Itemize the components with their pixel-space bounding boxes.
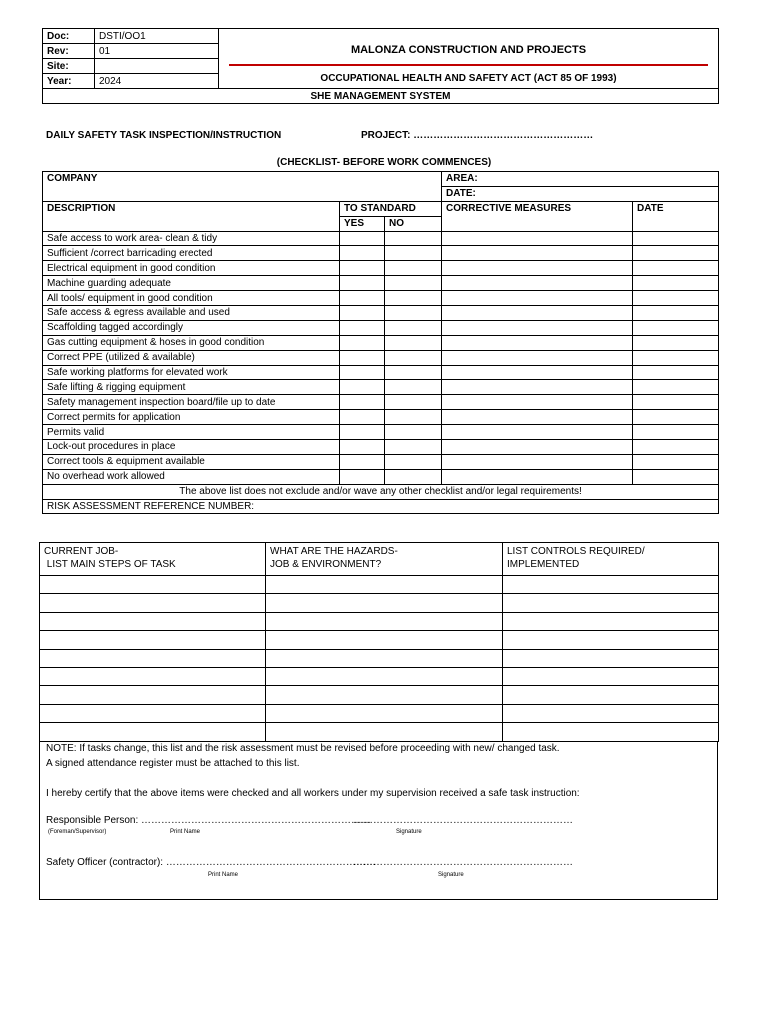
steps-header [40, 543, 266, 576]
hazard-cell[interactable] [266, 667, 503, 685]
task-step-cell[interactable] [40, 704, 266, 722]
controls-header: LIST CONTROLS REQUIRED/ IMPLEMENTED [503, 543, 719, 576]
no-cell[interactable] [385, 410, 442, 425]
checklist-item: Scaffolding tagged accordingly [43, 320, 340, 335]
safety-signature-field[interactable]: ………………………………………………………… [353, 857, 573, 868]
task-step-cell[interactable] [40, 631, 266, 649]
checklist-notice: The above list does not exclude and/or wave any other checklist and/or legal requirements! [43, 484, 719, 499]
checklist-item: Machine guarding adequate [43, 276, 340, 291]
system-title: SHE MANAGEMENT SYSTEM [43, 89, 719, 104]
doc-label: Doc: [43, 29, 95, 44]
checklist-row [43, 410, 719, 425]
task-step-cell[interactable] [40, 686, 266, 704]
task-row [40, 704, 719, 722]
yes-cell[interactable] [340, 320, 385, 335]
control-cell[interactable] [503, 667, 719, 685]
control-cell[interactable] [503, 594, 719, 612]
yes-cell[interactable] [340, 410, 385, 425]
no-cell[interactable] [385, 440, 442, 455]
task-step-cell[interactable] [40, 667, 266, 685]
note-tasks-change: NOTE: If tasks change, this list and the risk assessment must be revised before proceeding with new/ changed task. [46, 743, 560, 754]
company-field[interactable]: COMPANY [43, 172, 442, 202]
task-row [40, 723, 719, 741]
checklist-item: No overhead work allowed [43, 469, 340, 484]
checklist-item: Correct permits for application [43, 410, 340, 425]
date-cell[interactable] [633, 380, 719, 395]
company-cell [219, 29, 719, 59]
task-row [40, 686, 719, 704]
corrective-measures-cell[interactable] [442, 410, 633, 425]
control-cell[interactable] [503, 612, 719, 630]
no-cell[interactable] [385, 350, 442, 365]
date-cell[interactable] [633, 425, 719, 440]
act-cell [219, 59, 719, 89]
checklist-row [43, 306, 719, 321]
date-cell[interactable] [633, 410, 719, 425]
checklist-row [43, 335, 719, 350]
task-table [39, 542, 719, 742]
corrective-measures-cell[interactable] [442, 469, 633, 484]
checklist-row [43, 246, 719, 261]
no-cell[interactable] [385, 246, 442, 261]
checklist-item: Sufficient /correct barricading erected [43, 246, 340, 261]
hazard-cell[interactable] [266, 631, 503, 649]
control-cell[interactable] [503, 631, 719, 649]
date-cell[interactable] [633, 276, 719, 291]
checklist-item: Gas cutting equipment & hoses in good condition [43, 335, 340, 350]
year-label: Year: [43, 74, 95, 89]
certification-box [39, 742, 718, 900]
yes-cell[interactable] [340, 276, 385, 291]
act-title: OCCUPATIONAL HEALTH AND SAFETY ACT (ACT 85 OF 1993) [320, 73, 617, 85]
corrective-measures-cell[interactable] [442, 365, 633, 380]
risk-assessment-ref-field[interactable]: RISK ASSESSMENT REFERENCE NUMBER: [43, 499, 719, 514]
checklist-table [42, 171, 719, 514]
corrective-measures-cell[interactable] [442, 440, 633, 455]
task-step-cell[interactable] [40, 576, 266, 594]
control-cell[interactable] [503, 686, 719, 704]
checklist-row [43, 454, 719, 469]
yes-cell[interactable] [340, 246, 385, 261]
checklist-row [43, 440, 719, 455]
corrective-measures-cell[interactable] [442, 335, 633, 350]
checklist-row [43, 380, 719, 395]
date-cell[interactable] [633, 261, 719, 276]
no-cell[interactable] [385, 454, 442, 469]
date-cell[interactable] [633, 365, 719, 380]
no-cell[interactable] [385, 276, 442, 291]
no-cell[interactable] [385, 306, 442, 321]
yes-cell[interactable] [340, 425, 385, 440]
no-cell[interactable] [385, 425, 442, 440]
corrective-measures-cell[interactable] [442, 350, 633, 365]
form-title: DAILY SAFETY TASK INSPECTION/INSTRUCTION [46, 130, 282, 141]
no-header: NO [385, 216, 442, 231]
yes-cell[interactable] [340, 440, 385, 455]
date-header: DATE [633, 201, 719, 231]
safety-officer-field[interactable]: Safety Officer (contractor): ……………………………………………………… [46, 857, 376, 868]
checklist-row [43, 365, 719, 380]
hazard-cell[interactable] [266, 686, 503, 704]
checklist-item: Permits valid [43, 425, 340, 440]
date-cell[interactable] [633, 246, 719, 261]
corrective-measures-cell[interactable] [442, 231, 633, 246]
date-cell[interactable] [633, 291, 719, 306]
task-row [40, 667, 719, 685]
steps-header-line1: CURRENT JOB- [44, 546, 119, 557]
date-cell[interactable] [633, 350, 719, 365]
hazards-header-line1: WHAT ARE THE HAZARDS- [270, 546, 398, 557]
hazard-cell[interactable] [266, 723, 503, 741]
signature-caption-2: Signature [438, 872, 464, 878]
checklist-row [43, 395, 719, 410]
checklist-row [43, 350, 719, 365]
date-cell[interactable] [633, 395, 719, 410]
control-cell[interactable] [503, 704, 719, 722]
site-value [95, 59, 219, 74]
no-cell[interactable] [385, 365, 442, 380]
corrective-measures-cell[interactable] [442, 425, 633, 440]
task-step-cell[interactable] [40, 594, 266, 612]
date-cell[interactable] [633, 320, 719, 335]
corrective-measures-cell[interactable] [442, 306, 633, 321]
no-cell[interactable] [385, 395, 442, 410]
rev-label: Rev: [43, 44, 95, 59]
no-cell[interactable] [385, 469, 442, 484]
certify-statement: I hereby certify that the above items were checked and all workers under my supervision received a safe task instruction: [46, 788, 580, 799]
corrective-measures-cell[interactable] [442, 291, 633, 306]
task-row [40, 612, 719, 630]
hazard-cell[interactable] [266, 612, 503, 630]
corrective-measures-cell[interactable] [442, 246, 633, 261]
description-header: DESCRIPTION [43, 201, 340, 231]
checklist-item: All tools/ equipment in good condition [43, 291, 340, 306]
red-divider [229, 64, 708, 66]
task-row [40, 649, 719, 667]
yes-header: YES [340, 216, 385, 231]
checklist-row [43, 320, 719, 335]
yes-cell[interactable] [340, 291, 385, 306]
corrective-measures-cell[interactable] [442, 276, 633, 291]
company-name: MALONZA CONSTRUCTION AND PROJECTS [350, 43, 587, 56]
checklist-item: Safe working platforms for elevated work [43, 365, 340, 380]
print-name-caption-2: Print Name [208, 872, 239, 878]
no-cell[interactable] [385, 320, 442, 335]
doc-value: DSTI/OO1 [95, 29, 219, 44]
checklist-title: (CHECKLIST- BEFORE WORK COMMENCES) [276, 157, 492, 168]
steps-header-line2: LIST MAIN STEPS OF TASK [44, 559, 176, 570]
date-field[interactable]: DATE: [442, 186, 719, 201]
checklist-row [43, 425, 719, 440]
checklist-item: Correct tools & equipment available [43, 454, 340, 469]
no-cell[interactable] [385, 335, 442, 350]
task-row [40, 594, 719, 612]
no-cell[interactable] [385, 231, 442, 246]
foreman-caption: (Foreman/Supervisor) [48, 829, 107, 835]
checklist-item: Electrical equipment in good condition [43, 261, 340, 276]
corrective-measures-cell[interactable] [442, 454, 633, 469]
checklist-item: Safety management inspection board/file up to date [43, 395, 340, 410]
date-cell[interactable] [633, 335, 719, 350]
year-value: 2024 [95, 74, 219, 89]
checklist-row [43, 231, 719, 246]
checklist-row [43, 291, 719, 306]
corrective-measures-cell[interactable] [442, 261, 633, 276]
note-attendance: A signed attendance register must be attached to this list. [46, 758, 300, 769]
yes-cell[interactable] [340, 365, 385, 380]
task-step-cell[interactable] [40, 723, 266, 741]
corrective-measures-cell[interactable] [442, 380, 633, 395]
site-label: Site: [43, 59, 95, 74]
checklist-row [43, 469, 719, 484]
checklist-item: Correct PPE (utilized & available) [43, 350, 340, 365]
yes-cell[interactable] [340, 350, 385, 365]
yes-cell[interactable] [340, 380, 385, 395]
to-standard-header: TO STANDARD [340, 201, 442, 216]
corrective-measures-cell[interactable] [442, 395, 633, 410]
control-cell[interactable] [503, 649, 719, 667]
responsible-signature-field[interactable]: ………………………………………………………… [353, 815, 573, 826]
hazards-header [266, 543, 503, 576]
yes-cell[interactable] [340, 231, 385, 246]
yes-cell[interactable] [340, 469, 385, 484]
document-header [42, 28, 719, 104]
checklist-item: Lock-out procedures in place [43, 440, 340, 455]
yes-cell[interactable] [340, 306, 385, 321]
task-row [40, 631, 719, 649]
date-cell[interactable] [633, 469, 719, 484]
hazard-cell[interactable] [266, 594, 503, 612]
yes-cell[interactable] [340, 454, 385, 469]
corrective-measures-cell[interactable] [442, 320, 633, 335]
yes-cell[interactable] [340, 395, 385, 410]
date-cell[interactable] [633, 440, 719, 455]
project-field[interactable]: PROJECT: ……………………………………………… [361, 130, 594, 141]
no-cell[interactable] [385, 380, 442, 395]
corrective-header: CORRECTIVE MEASURES [442, 201, 633, 231]
yes-cell[interactable] [340, 261, 385, 276]
yes-cell[interactable] [340, 335, 385, 350]
task-step-cell[interactable] [40, 649, 266, 667]
hazards-header-line2: JOB & ENVIRONMENT? [270, 559, 382, 570]
signature-caption: Signature [396, 829, 422, 835]
area-field[interactable]: AREA: [442, 172, 719, 187]
hazard-cell[interactable] [266, 704, 503, 722]
control-cell[interactable] [503, 576, 719, 594]
no-cell[interactable] [385, 261, 442, 276]
checklist-row [43, 276, 719, 291]
date-cell[interactable] [633, 306, 719, 321]
print-name-caption: Print Name [170, 829, 201, 835]
checklist-item: Safe access & egress available and used [43, 306, 340, 321]
checklist-item: Safe access to work area- clean & tidy [43, 231, 340, 246]
rev-value: 01 [95, 44, 219, 59]
checklist-item: Safe lifting & rigging equipment [43, 380, 340, 395]
no-cell[interactable] [385, 291, 442, 306]
checklist-row [43, 261, 719, 276]
responsible-person-field[interactable]: Responsible Person: …………………………………………………………… [46, 815, 372, 826]
control-cell[interactable] [503, 723, 719, 741]
date-cell[interactable] [633, 454, 719, 469]
task-row [40, 576, 719, 594]
hazard-cell[interactable] [266, 649, 503, 667]
hazard-cell[interactable] [266, 576, 503, 594]
task-step-cell[interactable] [40, 612, 266, 630]
date-cell[interactable] [633, 231, 719, 246]
